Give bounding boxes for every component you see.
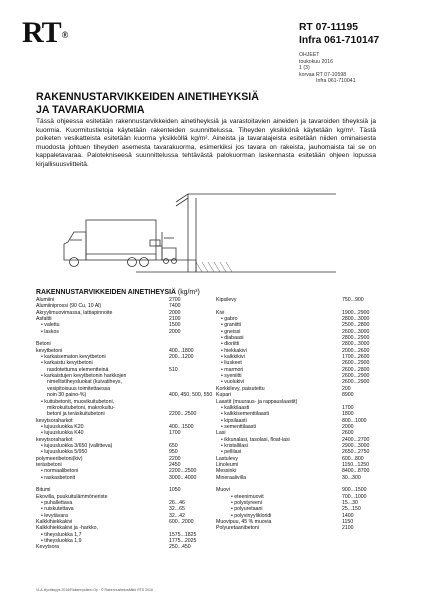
material-name: vesipitoisuus toimitettaessa bbox=[47, 385, 111, 392]
page-footer: VLA-Hyväksyys 2016/Rakennystieto Oy · © Rakennustietosäätiö RTS 2016 bbox=[36, 588, 153, 592]
title-line-1: RAKENNUSTARVIKKEIDEN AINETIHEYKSIÄ bbox=[36, 91, 259, 103]
infra-number: Infra 061-710147 bbox=[299, 35, 380, 46]
material-name: • laskos bbox=[41, 328, 59, 335]
material-name: • kalkkikivi bbox=[221, 354, 245, 361]
material-name: • vuolukivi bbox=[221, 379, 245, 386]
doc-date: toukokuu 2016 bbox=[299, 58, 334, 65]
density-value: 2800...2900 bbox=[342, 335, 370, 342]
density-value: 2200...2500 bbox=[169, 468, 197, 475]
material-name: teräsbetoni bbox=[36, 461, 62, 468]
doc-replaces-infra: Infra 061-710041 bbox=[316, 78, 356, 85]
material-name: kevytsoraharkot bbox=[36, 417, 73, 424]
material-name: Muovi bbox=[216, 487, 230, 494]
truck-wheel-rear-2 bbox=[140, 258, 149, 267]
density-value: 8900 bbox=[342, 392, 354, 399]
material-name: Messinki bbox=[216, 468, 237, 475]
material-name: • normaalibetoni bbox=[41, 468, 79, 475]
density-value: 900...1500 bbox=[342, 487, 367, 494]
density-value: 2000 bbox=[169, 328, 181, 335]
material-name: • polyvinyylikloridi bbox=[231, 512, 272, 519]
truck-cab bbox=[64, 232, 86, 260]
density-value: 600...2000 bbox=[169, 519, 194, 526]
density-table-left bbox=[36, 297, 213, 551]
density-table-right bbox=[216, 297, 388, 532]
material-name: Kevytsora bbox=[36, 544, 60, 551]
density-value: 2600...2900 bbox=[342, 373, 370, 380]
material-name: Linoleumi bbox=[216, 461, 239, 468]
material-name: • kuitubetonit, muovikuitubetoni, bbox=[41, 398, 115, 405]
density-value: 1150...1250 bbox=[342, 461, 370, 468]
density-value: 2600...3000 bbox=[342, 328, 370, 335]
material-name: Kupari bbox=[216, 392, 231, 399]
material-name: Laastit (muuraus- ja rappauslaastit) bbox=[216, 398, 298, 405]
material-name: Lasi bbox=[216, 430, 226, 437]
material-name: • sementtilaasti bbox=[221, 423, 256, 430]
material-name: Akryylimuovimassa, lattiapinnoite bbox=[36, 309, 113, 316]
density-value: 2500...2800 bbox=[342, 322, 370, 329]
density-value: 600...800 bbox=[342, 455, 364, 462]
density-value: 1700...2600 bbox=[342, 354, 370, 361]
material-name: kevytbetoni bbox=[36, 347, 63, 354]
density-value: 2100 bbox=[169, 316, 181, 323]
density-value: 700...1000 bbox=[342, 493, 367, 500]
document-meta bbox=[299, 52, 356, 85]
density-value: 250...450 bbox=[169, 544, 191, 551]
material-name: • pellilasi bbox=[221, 449, 242, 456]
table-row bbox=[216, 525, 388, 531]
material-name: polymeeribetoni(kiv) bbox=[36, 455, 83, 462]
density-value: 2600...2900 bbox=[342, 379, 370, 386]
material-name: Betoni bbox=[36, 341, 51, 348]
material-name: • kipsilaasti bbox=[221, 417, 247, 424]
density-value: 200...1200 bbox=[169, 354, 194, 361]
table-title bbox=[36, 289, 200, 296]
doc-replaces: korvaa RT 07-10598 bbox=[299, 71, 347, 78]
density-value: 950 bbox=[169, 449, 178, 456]
density-value: 32...65 bbox=[169, 506, 185, 513]
density-value: 2600...2800 bbox=[342, 366, 370, 373]
density-value: 2200...2500 bbox=[169, 411, 197, 418]
material-name: Kipsilevy bbox=[216, 297, 237, 303]
density-value: 510 bbox=[169, 366, 178, 373]
density-value: 2800...3000 bbox=[342, 316, 370, 323]
material-name: • puhallettava bbox=[41, 500, 73, 506]
material-name: Bitumi bbox=[36, 487, 51, 494]
material-name: • dioriitti bbox=[221, 341, 240, 348]
title-line-2: JA TAVARAKUORMIA bbox=[36, 103, 145, 116]
density-value: 2100 bbox=[342, 525, 354, 532]
density-value: 400...1800 bbox=[169, 347, 194, 354]
material-name: • lujuusluokka K40 bbox=[41, 430, 84, 437]
material-name: Kalkkihiekkakivi ja -harkko, bbox=[36, 525, 98, 532]
density-value: 400, 450, 500, 550 bbox=[169, 392, 213, 399]
material-name: Kalkkihiekkakivi bbox=[36, 519, 73, 526]
material-name: • tiheysluokka 1,9 bbox=[41, 538, 82, 545]
material-name: • ikkunalasi, tasolasi, float-lasi bbox=[221, 436, 290, 443]
density-value: 2400...2700 bbox=[342, 436, 370, 443]
density-value: 1700 bbox=[342, 404, 354, 411]
document-numbers bbox=[299, 21, 379, 47]
density-value: 1575...1825 bbox=[169, 531, 197, 538]
doc-edition: 1 (3) bbox=[299, 65, 310, 72]
density-value: 32...42 bbox=[169, 512, 185, 519]
material-name: betoni ja teräskuitubetoni bbox=[47, 411, 105, 418]
density-value: 800...1000 bbox=[342, 417, 367, 424]
material-name: Kivi bbox=[216, 309, 225, 316]
material-name: rasdotettuma elementteinä bbox=[47, 366, 109, 373]
density-value: 1800 bbox=[342, 411, 354, 418]
density-value: 25...150 bbox=[342, 506, 361, 513]
material-name: Lastulevy bbox=[216, 455, 238, 462]
density-value: 2600 bbox=[342, 430, 354, 437]
material-name: • gneissi bbox=[221, 328, 241, 335]
truck-wheel-front bbox=[70, 258, 79, 267]
material-name: kevytsoraharkot bbox=[36, 436, 73, 443]
density-value: 26...46 bbox=[169, 500, 185, 506]
registered-mark: ® bbox=[61, 30, 68, 40]
material-name: • hiekkakivi bbox=[221, 347, 247, 354]
density-value: 15...30 bbox=[342, 500, 358, 506]
material-name: Alumiini bbox=[36, 297, 55, 303]
doc-type: OHJEET bbox=[299, 52, 320, 58]
material-name: • lujuusluokka K20 bbox=[41, 423, 84, 430]
material-name: • lujuusluokka 3/650 (vallitteva) bbox=[41, 442, 113, 449]
density-value: 2000...2600 bbox=[342, 347, 370, 354]
material-name: • polystyreeni bbox=[231, 500, 262, 506]
material-name: Ekovilla, puukuitulämmöneriste bbox=[36, 493, 108, 500]
material-name: • kalkkilaasti bbox=[221, 404, 250, 411]
table-unit: (kg/m³) bbox=[177, 289, 200, 296]
material-name: nimellistiheysluokat (kuivatiheys, bbox=[47, 379, 122, 386]
density-value: 1700 bbox=[169, 430, 181, 437]
density-value: 1050 bbox=[169, 487, 181, 494]
density-value: 1775...2025 bbox=[169, 538, 197, 545]
logo-text: RT bbox=[22, 16, 61, 49]
material-name: • karkaistu kevytbetoni bbox=[41, 360, 93, 367]
density-value: 2200 bbox=[169, 455, 181, 462]
warehouse-truck-illustration bbox=[36, 188, 336, 282]
density-value: 2900...3000 bbox=[342, 442, 370, 449]
material-name: • eteenimuovit bbox=[231, 493, 264, 500]
density-value: 3000...4000 bbox=[169, 474, 197, 481]
density-value: 200 bbox=[342, 385, 351, 392]
material-name: • karkaistujen kevytbetonin harkkojen bbox=[41, 373, 127, 380]
rt-logo bbox=[22, 18, 67, 48]
intro-paragraph: Tässä ohjeessa esitetään rakennustarvikkeiden ainetiheyksiä ja varastoitavien aineiden ja tavaroiden tiheyksiä ja kuormia. Kuormitustietoja käytetään rakenteiden suunnittelussa. Tiheyden yksikkönä käytetään kg/m³. Tästä poiketen vesikatteista esitetään kuorma yksikköllä kg/m². Aineista ja tavaralajeista esitetään niiden ominaisesta muodosta johtuen tiheyden asemesta tavarakuorma, esimerkiksi jos tavara on rakeista, jauhomaista tai se on kappaletavaraa. Palotekniseesä suunnittelussa tehtävästä palokuorman laskennasta esitetään ohjeen lopussa kirjallisuusviitteitä. bbox=[36, 118, 376, 168]
doc-number: RT 07-11195 bbox=[299, 22, 358, 33]
density-value: 2800...3000 bbox=[342, 341, 370, 348]
material-name: • liuskeet bbox=[221, 360, 242, 367]
forklift-pallet bbox=[150, 240, 160, 246]
material-name: • kalkkisementtilaasti bbox=[221, 411, 269, 418]
density-value: 2650...2750 bbox=[342, 449, 370, 456]
material-name: • valettu bbox=[41, 322, 60, 329]
material-name: • raskasbetonit bbox=[41, 474, 76, 481]
material-name: • syeniitti bbox=[221, 373, 242, 380]
density-value: 1150 bbox=[342, 519, 354, 526]
material-name: Polyuretaanibetoni bbox=[216, 525, 259, 532]
material-name: • graniitti bbox=[221, 322, 241, 329]
material-name: • polyuretaani bbox=[231, 506, 263, 513]
density-value: 400...1500 bbox=[169, 423, 194, 430]
density-value: 650 bbox=[169, 442, 178, 449]
material-name: Alumiiniprossi (90 Cu, 10 Al) bbox=[36, 303, 102, 310]
material-name: Muovipuu, 45 % muovia bbox=[216, 519, 272, 526]
page-title bbox=[36, 91, 259, 116]
material-name: • levytävara bbox=[41, 512, 68, 519]
material-name: • gabro bbox=[221, 316, 238, 323]
density-value: 7400 bbox=[169, 303, 181, 310]
density-value: 30...300 bbox=[342, 474, 361, 481]
material-name: • kristallilasi bbox=[221, 442, 248, 449]
material-name: • lujuusluokka 5/950 bbox=[41, 449, 88, 456]
material-name: noin 30 paino-%) bbox=[47, 392, 87, 399]
material-name: • ruiskutettava bbox=[41, 506, 74, 513]
density-value: 2600...2900 bbox=[342, 360, 370, 367]
density-value: 2000 bbox=[342, 423, 354, 430]
roof-line bbox=[176, 194, 336, 202]
density-value: 1500 bbox=[169, 322, 181, 329]
material-name: • tiheysluokka 1,7 bbox=[41, 531, 82, 538]
density-value: 8400...8700 bbox=[342, 468, 370, 475]
density-value: 1400 bbox=[342, 512, 354, 519]
table-row bbox=[36, 544, 207, 550]
material-name: Mineraalivilla bbox=[216, 474, 246, 481]
truck-wheel-rear-1 bbox=[128, 258, 137, 267]
material-name: mikrokuitubetoni, makrokuitu- bbox=[47, 404, 115, 411]
density-value: 2000 bbox=[169, 309, 181, 316]
table-title-text: RAKENNUSTARVIKKEIDEN AINETIHEYSIÄ bbox=[36, 289, 176, 296]
material-name: Korkkilevy, paisutettu bbox=[216, 385, 265, 392]
material-name: • diabaasi bbox=[221, 335, 244, 342]
density-value: 1900...2900 bbox=[342, 309, 370, 316]
density-value: 2700 bbox=[169, 297, 181, 303]
density-value: 750...900 bbox=[342, 297, 364, 303]
material-name: • karkaisematon kevytbetoni bbox=[41, 354, 106, 361]
material-name: • marmori bbox=[221, 366, 244, 373]
density-value: 2450 bbox=[169, 461, 181, 468]
material-name: Asfaltti bbox=[36, 316, 52, 323]
